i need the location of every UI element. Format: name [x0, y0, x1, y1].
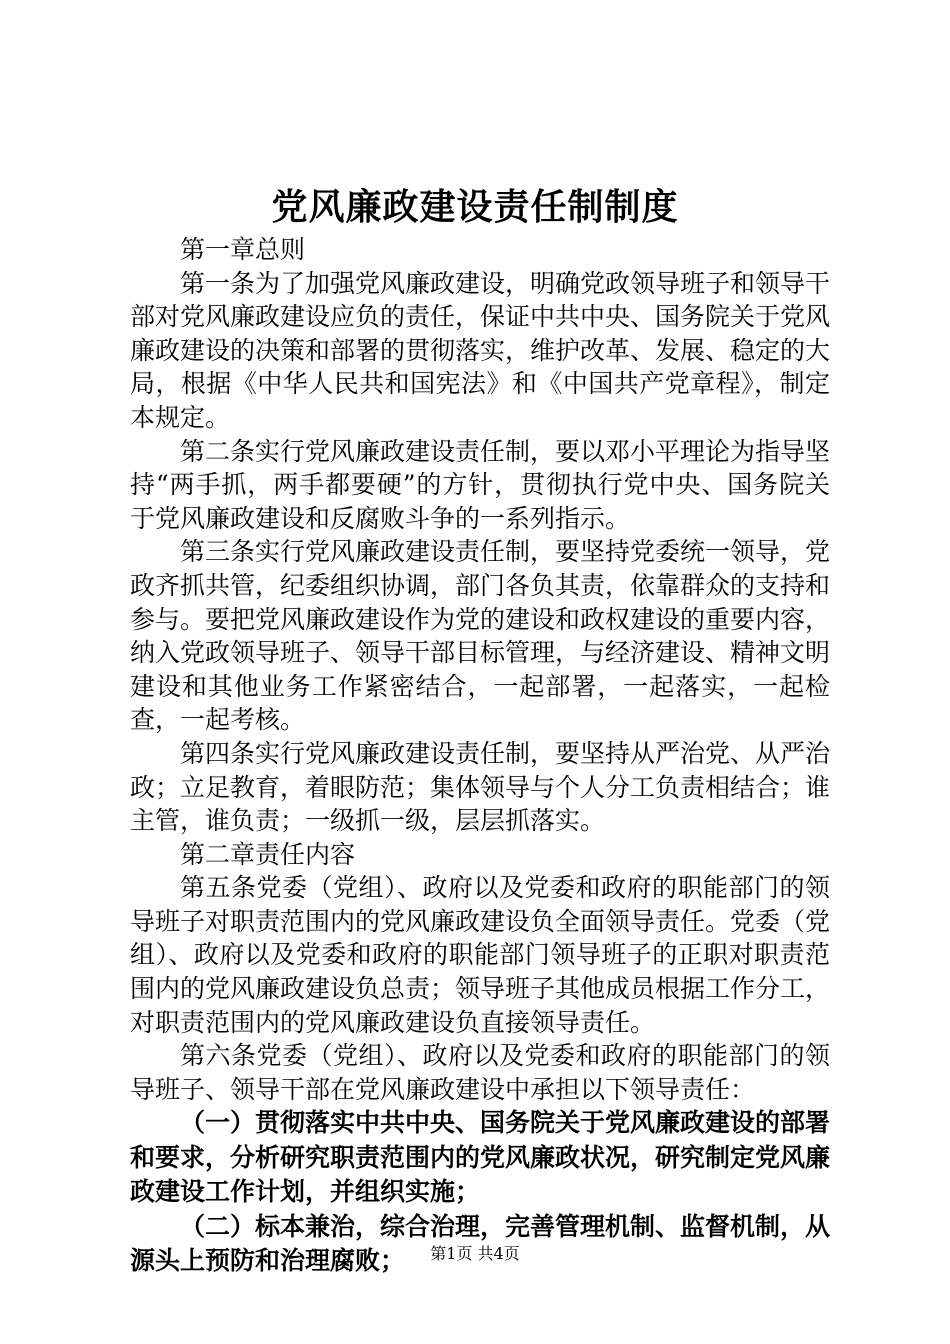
article-paragraph: 第一条为了加强党风廉政建设，明确党政领导班子和领导干部对党风廉政建设应负的责任，保证中共中央、国务院关于党风廉政建设的决策和部署的贯彻落实，维护改革、发展、稳定的大局，根据《中华人民共和国宪法》和《中国共产党章程》，制定本规定。	[130, 268, 831, 432]
document-body	[130, 233, 830, 1279]
list-item-paragraph: （一）贯彻落实中共中央、国务院关于党风廉政建设的部署和要求，分析研究职责范围内的党风廉政状况，研究制定党风廉政建设工作计划，并组织实施；	[130, 1108, 831, 1207]
article-paragraph: 第三条实行党风廉政建设责任制，要坚持党委统一领导，党政齐抓共管，纪委组织协调，部门各负其责，依靠群众的支持和参与。要把党风廉政建设作为党的建设和政权建设的重要内容，纳入党政领导班子、领导干部目标管理，与经济建设、精神文明建设和其他业务工作紧密结合，一起部署，一起落实，一起检查，一起考核。	[130, 537, 831, 735]
article-paragraph: 第五条党委（党组）、政府以及党委和政府的职能部门的领导班子对职责范围内的党风廉政建设负全面领导责任。党委（党组）、政府以及党委和政府的职能部门领导班子的正职对职责范围内的党风廉政建设负总责；领导班子其他成员根据工作分工，对职责范围内的党风廉政建设负直接领导责任。	[130, 873, 831, 1037]
page-footer: 第1页 共4页	[430, 1244, 520, 1263]
article-paragraph: 第六条党委（党组）、政府以及党委和政府的职能部门的领导班子、领导干部在党风廉政建设中承担以下领导责任：	[130, 1041, 830, 1104]
document-title: 党风廉政建设责任制制度	[271, 187, 679, 228]
chapter-heading: 第一章总则	[180, 235, 306, 264]
article-paragraph: 第四条实行党风廉政建设责任制，要坚持从严治党、从严治政；立足教育，着眼防范；集体领导与个人分工负责相结合；谁主管，谁负责；一级抓一级，层层抓落实。	[130, 738, 831, 836]
article-paragraph: 第二条实行党风廉政建设责任制，要以邓小平理论为指导坚持“两手抓，两手都要硬”的方针，贯彻执行党中央、国务院关于党风廉政建设和反腐败斗争的一系列指示。	[130, 436, 831, 533]
chapter-heading: 第二章责任内容	[180, 839, 356, 869]
list-item-paragraph: （二）标本兼治，综合治理，完善管理机制、监督机制，从源头上预防和治理腐败；	[130, 1211, 831, 1276]
